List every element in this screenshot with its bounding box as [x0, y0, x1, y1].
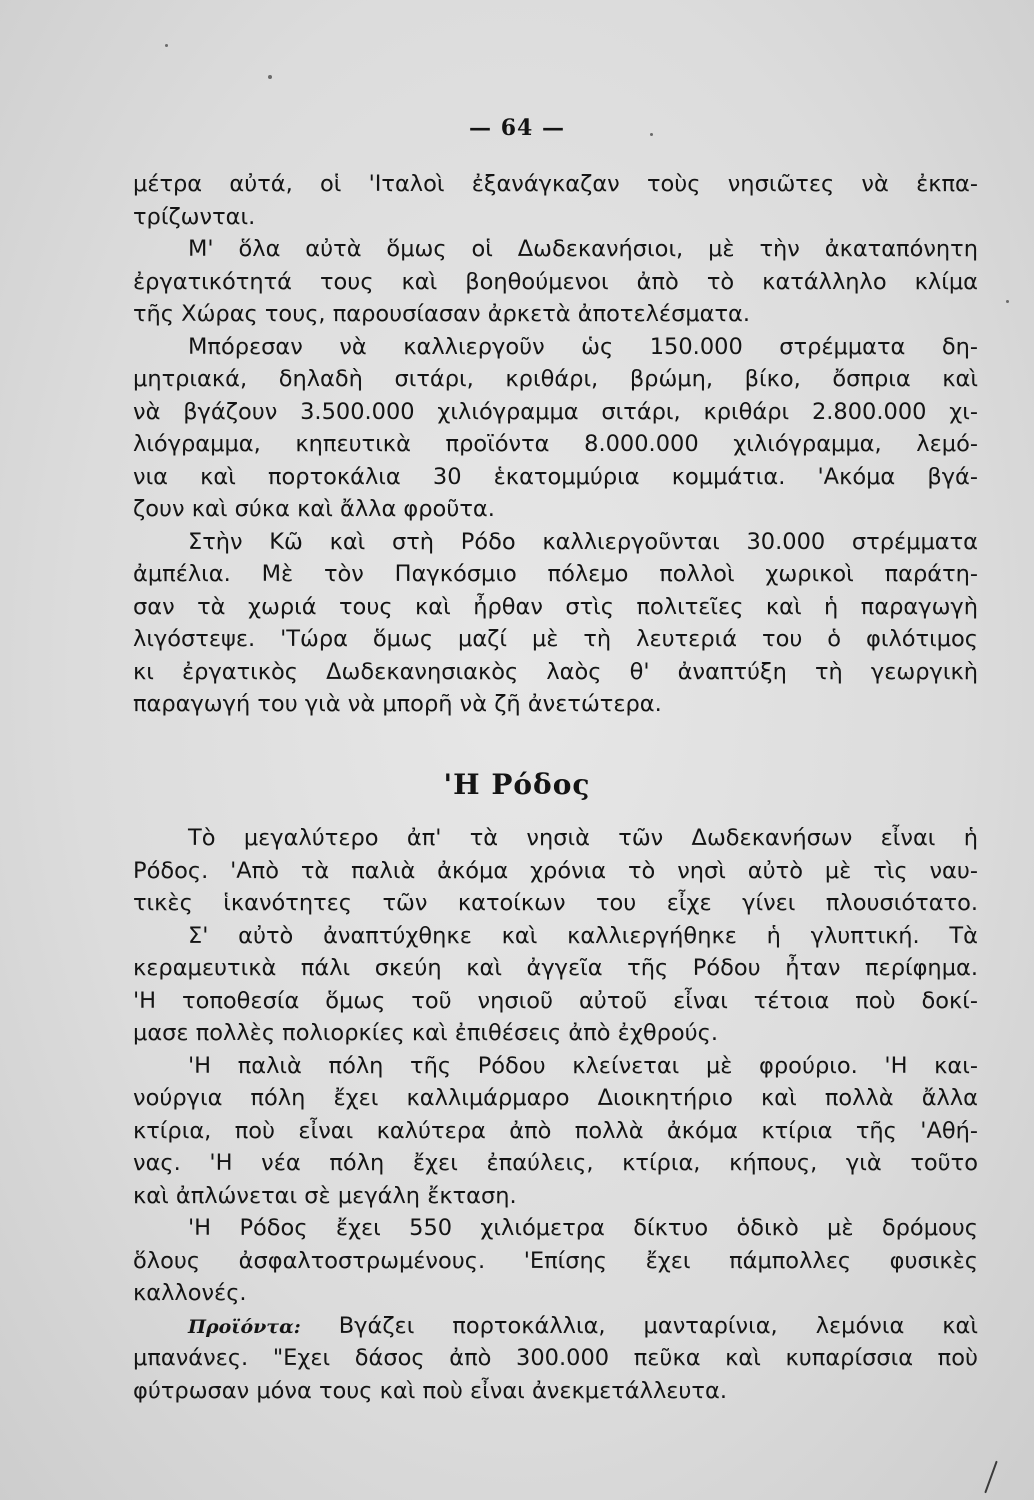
products-text: Βγάζει πορτοκάλλια, μανταρίνια, λεμόνια καὶ [338, 1312, 978, 1339]
paper-speck [650, 133, 653, 136]
text-line: ὅλους ἀσφαλτοστρωμένους. 'Επίσης ἔχει πάμπολλες φυσικὲς [133, 1247, 978, 1274]
text-line: τικὲς ἱκανότητες τῶν κατοίκων του εἶχε γίνει πλουσιότατο. [133, 890, 978, 916]
text-line: λιγόστεψε. 'Τώρα ὅμως μαζί μὲ τὴ λευτεριά του ὁ φιλότιμος [133, 626, 978, 652]
text-line: 'Η τοποθεσία ὅμως τοῦ νησιοῦ αὐτοῦ εἶναι τέτοια ποὺ δοκί- [133, 987, 978, 1014]
products-line [133, 1310, 978, 1343]
text-line: μητριακά, δηλαδὴ σιτάρι, κριθάρι, βρώμη, βίκο, ὄσπρια καὶ [133, 366, 978, 392]
paper-speck [268, 75, 272, 79]
paper-speck [1006, 300, 1009, 303]
text-line: Μπόρεσαν νὰ καλλιεργοῦν ὡς 150.000 στρέμματα δη- [188, 333, 978, 360]
paragraphs-rhodes [133, 822, 978, 1407]
text-line: ἐργατικότητά τους καὶ βοηθούμενοι ἀπὸ τὸ κατάλληλο κλίμα [133, 268, 978, 295]
text-line: νας. 'Η νέα πόλη ἔχει ἐπαύλεις, κτίρια, κήπους, γιὰ τοῦτο [133, 1150, 978, 1176]
text-line: σαν τὰ χωριά τους καὶ ἦρθαν στὶς πολιτεῖες καὶ ἡ παραγωγὴ [133, 593, 978, 620]
text-line: Τὸ μεγαλύτερο ἀπ' τὰ νησιὰ τῶν Δωδεκανήσων εἶναι ἡ [188, 825, 978, 851]
text-line: νὰ βγάζουν 3.500.000 χιλιόγραμμα σιτάρι, κριθάρι 2.800.000 χι- [133, 398, 978, 425]
paper-speck [165, 44, 168, 47]
text-line: μπανάνες. "Εχει δάσος ἀπὸ 300.000 πεῦκα καὶ κυπαρίσσια ποὺ [133, 1345, 978, 1371]
page-number: — 64 — [469, 115, 565, 141]
text-line: τρίζωνται. [133, 203, 256, 230]
text-line: 'Η παλιὰ πόλη τῆς Ρόδου κλείνεται μὲ φρούριο. 'Η και- [188, 1052, 978, 1079]
text-line: ἀμπέλια. Μὲ τὸν Παγκόσμιο πόλεμο πολλοὶ χωρικοὶ παράτη- [133, 561, 978, 587]
text-line: λιόγραμμα, κηπευτικὰ προϊόντα 8.000.000 χιλιόγραμμα, λεμό- [133, 431, 978, 457]
paper-scratch [984, 1461, 998, 1494]
text-line: κτίρια, ποὺ εἶναι καλύτερα ἀπὸ πολλὰ ἀκόμα κτίρια τῆς 'Αθή- [133, 1117, 978, 1144]
text-line: 'Η Ρόδος ἔχει 550 χιλιόμετρα δίκτυο ὁδικὸ μὲ δρόμους [188, 1215, 978, 1241]
text-line: ζουν καὶ σύκα καὶ ἄλλα φροῦτα. [133, 496, 495, 522]
text-line: Στὴν Κῶ καὶ στὴ Ρόδο καλλιεργοῦνται 30.000 στρέμματα [188, 528, 978, 555]
section-title: 'Η Ρόδος [443, 768, 591, 801]
text-line: κι ἐργατικὸς Δωδεκανησιακὸς λαὸς θ' ἀναπτύξη τὴ γεωργικὴ [133, 658, 978, 685]
text-line: παραγωγή του γιὰ νὰ μπορῆ νὰ ζῆ ἀνετώτερα. [133, 691, 662, 717]
text-line: φύτρωσαν μόνα τους καὶ ποὺ εἶναι ἀνεκμετάλλευτα. [133, 1377, 727, 1404]
text-line: καὶ ἀπλώνεται σὲ μεγάλη ἔκταση. [133, 1182, 517, 1209]
text-line: τῆς Χώρας τους, παρουσίασαν ἀρκετὰ ἀποτελέσματα. [133, 301, 751, 327]
text-line: νούργια πόλη ἔχει καλλιμάρμαρο Διοικητήριο καὶ πολλὰ ἄλλα [133, 1085, 978, 1111]
text-line: Ρόδος. 'Απὸ τὰ παλιὰ ἀκόμα χρόνια τὸ νησὶ αὐτὸ μὲ τὶς ναυ- [133, 857, 978, 884]
text-line: νια καὶ πορτοκάλια 30 ἑκατομμύρια κομμάτια. 'Ακόμα βγά- [133, 463, 978, 490]
text-line: μασε πολλὲς πολιορκίες καὶ ἐπιθέσεις ἀπὸ ἐχθρούς. [133, 1020, 719, 1046]
text-line: μέτρα αὐτά, οἱ 'Ιταλοὶ ἐξανάγκαζαν τοὺς νησιῶτες νὰ ἐκπα- [133, 171, 978, 197]
text-line: καλλονές. [133, 1280, 247, 1306]
products-label: Προϊόντα: [188, 1315, 301, 1338]
text-line: κεραμευτικὰ πάλι σκεύη καὶ ἀγγεῖα τῆς Ρόδου ἦταν περίφημα. [133, 955, 978, 981]
paragraphs-agriculture [133, 168, 978, 721]
text-line: Μ' ὅλα αὐτὰ ὅμως οἱ Δωδεκανήσιοι, μὲ τὴν ἀκαταπόνητη [188, 236, 978, 262]
text-line: Σ' αὐτὸ ἀναπτύχθηκε καὶ καλλιεργήθηκε ἡ γλυπτική. Τὰ [188, 922, 978, 949]
